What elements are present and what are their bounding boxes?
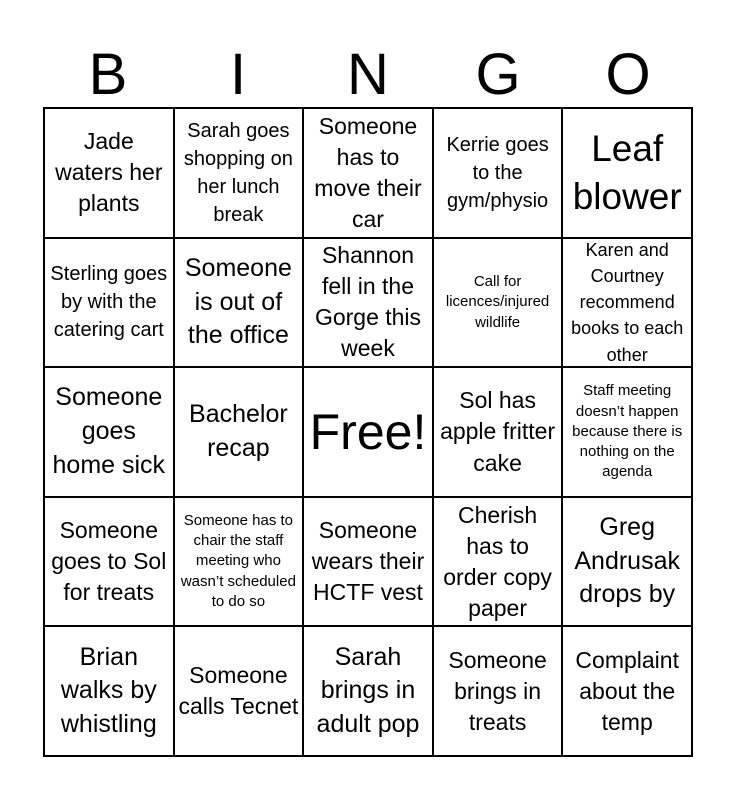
bingo-cell[interactable]: Someone is out of the office	[174, 238, 304, 368]
bingo-cell[interactable]: Kerrie goes to the gym/physio	[433, 108, 563, 238]
bingo-cell[interactable]: Karen and Courtney recommend books to each other	[562, 238, 692, 368]
bingo-cell[interactable]: Someone has to chair the staff meeting who wasn’t scheduled to do so	[174, 497, 304, 627]
bingo-cell[interactable]: Staff meeting doesn’t happen because there is nothing on the agenda	[562, 367, 692, 497]
bingo-cell[interactable]: Call for licences/injured wildlife	[433, 238, 563, 368]
bingo-cell[interactable]: Greg Andrusak drops by	[562, 497, 692, 627]
bingo-cell[interactable]: Someone brings in treats	[433, 626, 563, 756]
bingo-header	[43, 44, 693, 106]
bingo-cell[interactable]: Sol has apple fritter cake	[433, 367, 563, 497]
bingo-cell[interactable]: Sarah brings in adult pop	[303, 626, 433, 756]
bingo-card	[43, 107, 693, 757]
bingo-cell[interactable]: Someone goes to Sol for treats	[44, 497, 174, 627]
header-letter-n: N	[347, 42, 389, 107]
free-space[interactable]: Free!	[303, 367, 433, 497]
bingo-cell[interactable]: Brian walks by whistling	[44, 626, 174, 756]
bingo-cell[interactable]: Complaint about the temp	[562, 626, 692, 756]
header-letter-i: I	[229, 42, 247, 107]
bingo-cell[interactable]: Someone calls Tecnet	[174, 626, 304, 756]
bingo-cell[interactable]: Jade waters her plants	[44, 108, 174, 238]
bingo-cell[interactable]: Cherish has to order copy paper	[433, 497, 563, 627]
header-letter-o: O	[605, 42, 651, 107]
header-letter-g: G	[475, 42, 521, 107]
bingo-cell[interactable]: Sarah goes shopping on her lunch break	[174, 108, 304, 238]
bingo-cell[interactable]: Someone wears their HCTF vest	[303, 497, 433, 627]
header-letter-b: B	[88, 42, 128, 107]
bingo-cell[interactable]: Sterling goes by with the catering cart	[44, 238, 174, 368]
bingo-cell[interactable]: Leaf blower	[562, 108, 692, 238]
bingo-cell[interactable]: Someone goes home sick	[44, 367, 174, 497]
bingo-cell[interactable]: Shannon fell in the Gorge this week	[303, 238, 433, 368]
bingo-cell[interactable]: Bachelor recap	[174, 367, 304, 497]
bingo-cell[interactable]: Someone has to move their car	[303, 108, 433, 238]
